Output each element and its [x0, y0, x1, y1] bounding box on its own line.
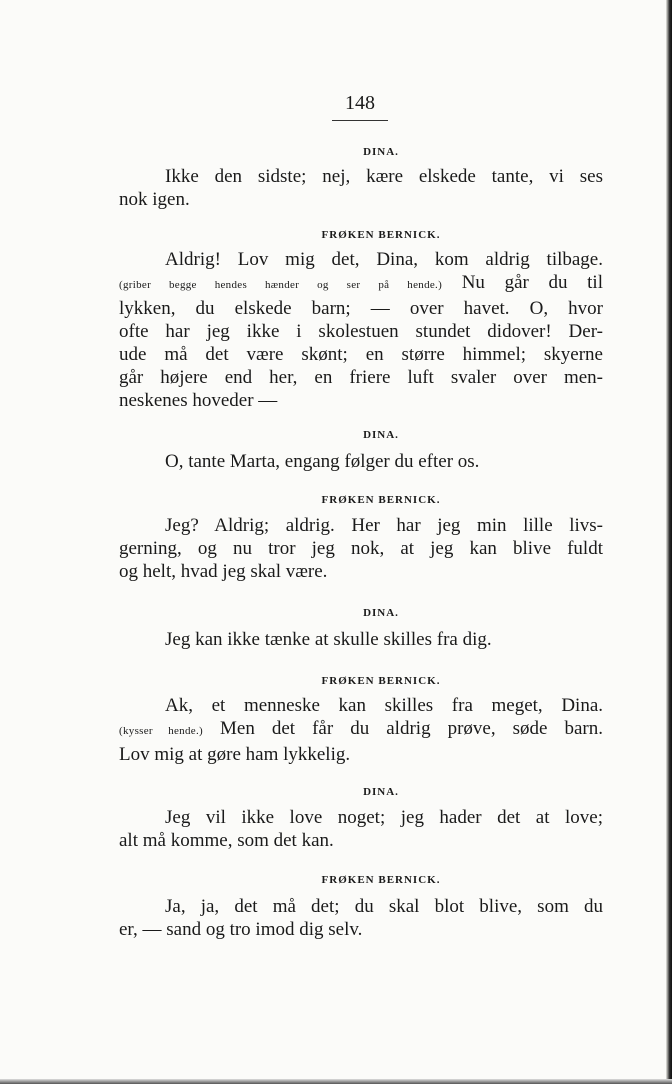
speech-line: Ikke den sidste; nej, kære elskede tante, vi ses [165, 166, 603, 187]
speech-line: Ja, ja, det må det; du skal blot blive, som du [165, 896, 603, 917]
page-number: 148 [345, 92, 375, 114]
speaker-name: DINA. [363, 786, 399, 798]
speech-line: går højere end her, en friere luft svaler over men- [119, 367, 603, 388]
speech-block [119, 514, 603, 583]
speaker-name: FRØKEN BERNICK. [321, 494, 441, 506]
speech-block [119, 165, 603, 211]
page-number-rule [332, 120, 388, 121]
speech-line: Jeg kan ikke tænke at skulle skilles fra dig. [165, 629, 492, 650]
speech-line: Jeg vil ikke love noget; jeg hader det at love; [165, 807, 603, 828]
speech-line: ofte har jeg ikke i skolestuen stundet didover! Der- [119, 321, 603, 342]
speaker-name: FRØKEN BERNICK. [321, 229, 441, 241]
page-bottom-edge [0, 1079, 672, 1084]
speech-line: nok igen. [119, 189, 190, 210]
speech-block [119, 694, 603, 766]
speech-line: neskenes hoveder — [119, 390, 278, 411]
speech-block [119, 248, 603, 412]
speech-line: alt må komme, som det kan. [119, 830, 334, 851]
stage-direction: (kysser hende.) [119, 725, 203, 737]
speaker-name: DINA. [363, 607, 399, 619]
speaker-name: FRØKEN BERNICK. [321, 675, 441, 687]
speech-line: Ak, et menneske kan skilles fra meget, Dina. [165, 695, 603, 716]
stage-direction: (griber begge hendes hænder og ser på hende.) [119, 279, 443, 291]
speaker-name: DINA. [363, 146, 399, 158]
speech-line: O, tante Marta, engang følger du efter os. [165, 451, 480, 472]
speech-line: lykken, du elskede barn; — over havet. O, hvor [119, 298, 603, 319]
speech-line: Aldrig! Lov mig det, Dina, kom aldrig tilbage. [165, 249, 603, 270]
speech-block [119, 628, 603, 651]
speaker-name: DINA. [363, 429, 399, 441]
speech-block [119, 895, 603, 941]
speaker-name: FRØKEN BERNICK. [321, 874, 441, 886]
speech-line: ude må det være skønt; en større himmel; skyerne [119, 344, 603, 365]
speech-line: Lov mig at gøre ham lykkelig. [119, 744, 351, 765]
speech-line: Jeg? Aldrig; aldrig. Her har jeg min lille livs- [165, 515, 603, 536]
page-edge-shadow [666, 0, 672, 1084]
speech-block [119, 450, 603, 473]
speech-block [119, 806, 603, 852]
speech-line: gerning, og nu tror jeg nok, at jeg kan blive fuldt [119, 538, 603, 559]
speech-line: og helt, hvad jeg skal være. [119, 561, 328, 582]
speech-text: Men det får du aldrig prøve, søde barn. [202, 718, 603, 739]
speech-text: Nu går du til [442, 272, 603, 293]
speech-line: er, — sand og tro imod dig selv. [119, 919, 363, 940]
speech-line-with-stage-direction [119, 717, 603, 743]
speech-line-with-stage-direction [119, 271, 603, 297]
